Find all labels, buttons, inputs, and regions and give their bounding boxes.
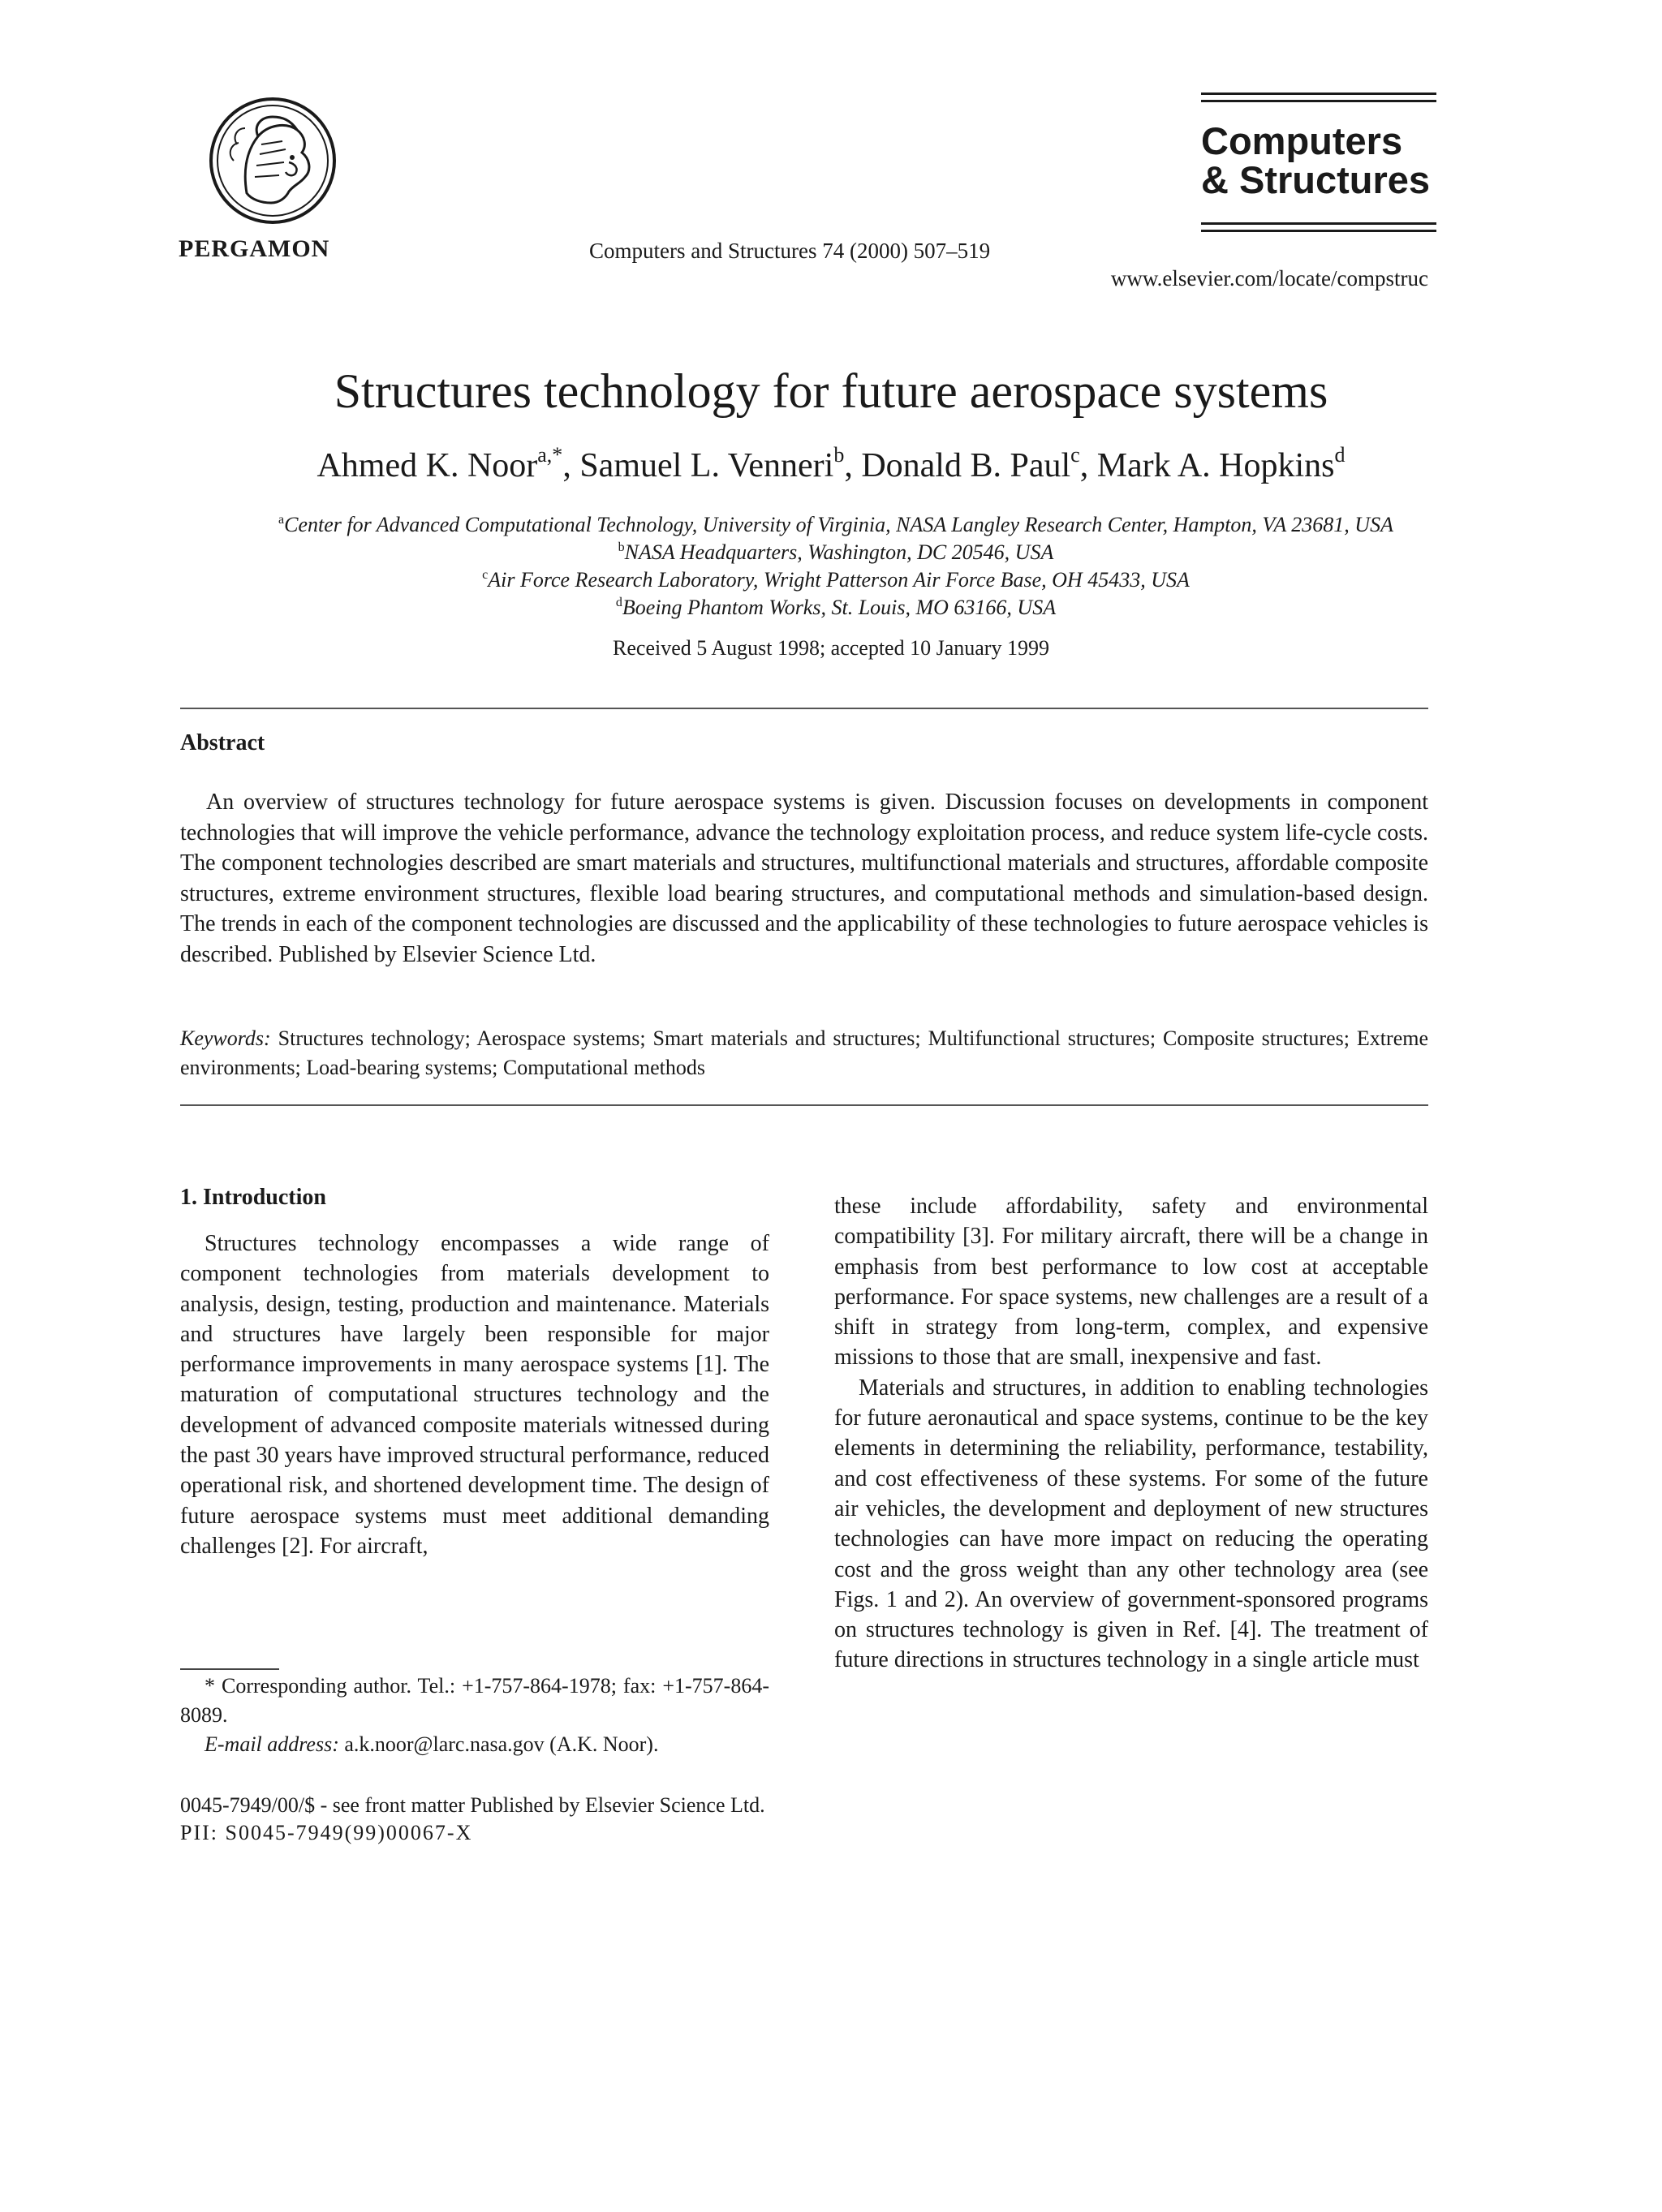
author-affiliation-mark: d (1334, 443, 1346, 467)
section-divider (180, 1104, 1428, 1106)
affiliation (162, 568, 1509, 592)
author-name: Samuel L. Venneri (579, 447, 834, 484)
brand-rule (1201, 222, 1436, 225)
affiliation-mark: c (482, 568, 489, 582)
author-name: Mark A. Hopkins (1096, 447, 1335, 484)
article-title: Structures technology for future aerospace systems (334, 364, 1328, 418)
author-separator: , (1079, 447, 1097, 484)
author-name: Ahmed K. Noor (316, 447, 538, 484)
author-name: Donald B. Paul (861, 447, 1071, 484)
section-divider (180, 708, 1428, 709)
journal-url[interactable]: www.elsevier.com/locate/compstruc (1110, 266, 1428, 290)
keywords (180, 1024, 1428, 1082)
footnote-rule (180, 1668, 279, 1670)
pii-line: PII: S0045-7949(99)00067-X (180, 1821, 473, 1844)
section-heading: 1. Introduction (180, 1185, 326, 1210)
affiliation-mark: a (278, 513, 285, 527)
affiliation-text: Air Force Research Laboratory, Wright Patterson Air Force Base, OH 45433, USA (488, 568, 1190, 592)
author-separator: , (844, 447, 862, 484)
email-note (180, 1730, 769, 1759)
received-dates: Received 5 August 1998; accepted 10 January 1999 (613, 636, 1049, 660)
body-paragraph: Structures technology encompasses a wide range of component technologies from materials development to analysis, design, testing, production and maintenance. Materials and structures have largely been responsible for major performance improvements in many aerospace systems [1]. The maturation of computational structures technology and the development of advanced composite materials witnessed during the past 30 years have improved structural performance, reduced operational risk, and shortened development time. The design of future aerospace systems must meet additional demanding challenges [2]. For aircraft, (180, 1231, 769, 1559)
affiliation (162, 513, 1509, 537)
brand-rule (1201, 230, 1436, 232)
affiliation-text: NASA Headquarters, Washington, DC 20546, USA (624, 540, 1054, 564)
abstract-text: An overview of structures technology for future aerospace systems is given. Discussion focuses on developments in component technologies that will improve the vehicle performance, advance the technology exploitation process, and reduce system life-cycle costs. The component technologies described are smart materials and structures, multifunctional materials and structures, affordable composite structures, extreme environment structures, flexible load bearing structures, and computational methods and simulation-based design. The trends in each of the component technologies are discussed and the applicability of these technologies to future aerospace vehicles is described. Published by Elsevier Science Ltd. (180, 790, 1428, 967)
author-affiliation-mark: c (1070, 443, 1080, 467)
journal-name (1201, 119, 1438, 201)
affiliation (162, 596, 1509, 620)
body-paragraph: these include affordability, safety and environmental compatibility [3]. For military aircraft, there will be a change in emphasis from best performance to low cost at acceptable performance. For space systems, new challenges are a result of a shift in strategy from long-term, complex, and expensive missions to those that are small, inexpensive and fast. (834, 1194, 1428, 1371)
brand-rule (1201, 100, 1436, 102)
publisher-logo (205, 96, 341, 226)
email-address[interactable]: a.k.noor@larc.nasa.gov (A.K. Noor). (344, 1732, 659, 1756)
corresponding-author-note: * Corresponding author. Tel.: +1-757-864-1978; fax: +1-757-864-8089. (180, 1674, 769, 1727)
affiliation (162, 540, 1509, 565)
affiliation-mark: d (615, 596, 622, 609)
author-separator: , (562, 447, 580, 484)
email-label: E-mail address: (205, 1732, 339, 1756)
footnote (180, 1672, 769, 1759)
brand-rule (1201, 93, 1436, 95)
affiliation-text: Center for Advanced Computational Technology, University of Virginia, NASA Langley Research Center, Hampton, VA 23681, USA (284, 513, 1393, 536)
journal-name-line-1: Computers (1201, 119, 1403, 162)
journal-brand (1191, 93, 1438, 232)
affiliation-text: Boeing Phantom Works, St. Louis, MO 63166, USA (622, 596, 1057, 619)
right-column (834, 1191, 1428, 1676)
journal-name-line-2: & Structures (1201, 158, 1431, 201)
front-matter (180, 1792, 765, 1847)
abstract-heading: Abstract (180, 730, 265, 755)
keywords-list: Structures technology; Aerospace systems; Smart materials and structures; Multifunctional structures; Composite structures; Extreme environments; Load-bearing systems; Computational methods (180, 1026, 1428, 1079)
journal-citation: Computers and Structures 74 (2000) 507–519 (589, 239, 991, 263)
author-affiliation-mark: b (833, 443, 845, 467)
keywords-label: Keywords: (180, 1026, 271, 1050)
author-affiliation-mark: a,* (537, 443, 563, 467)
issn-line: 0045-7949/00/$ - see front matter Published by Elsevier Science Ltd. (180, 1793, 765, 1817)
publisher-name: PERGAMON (179, 235, 330, 262)
body-paragraph: Materials and structures, in addition to enabling technologies for future aeronautical and space systems, continue to be the key elements in determining the reliability, performance, testability, and cost effectiveness of these systems. For some of the future air vehicles, the development and deployment of new structures technologies can have more impact on reducing the operating cost and the gross weight than any other technology area (see Figs. 1 and 2). An overview of government-sponsored programs on structures technology is given in Ref. [4]. The treatment of future directions in structures technology in a single article must (834, 1375, 1428, 1673)
affiliation-mark: b (618, 540, 625, 554)
author-list (0, 443, 1662, 485)
